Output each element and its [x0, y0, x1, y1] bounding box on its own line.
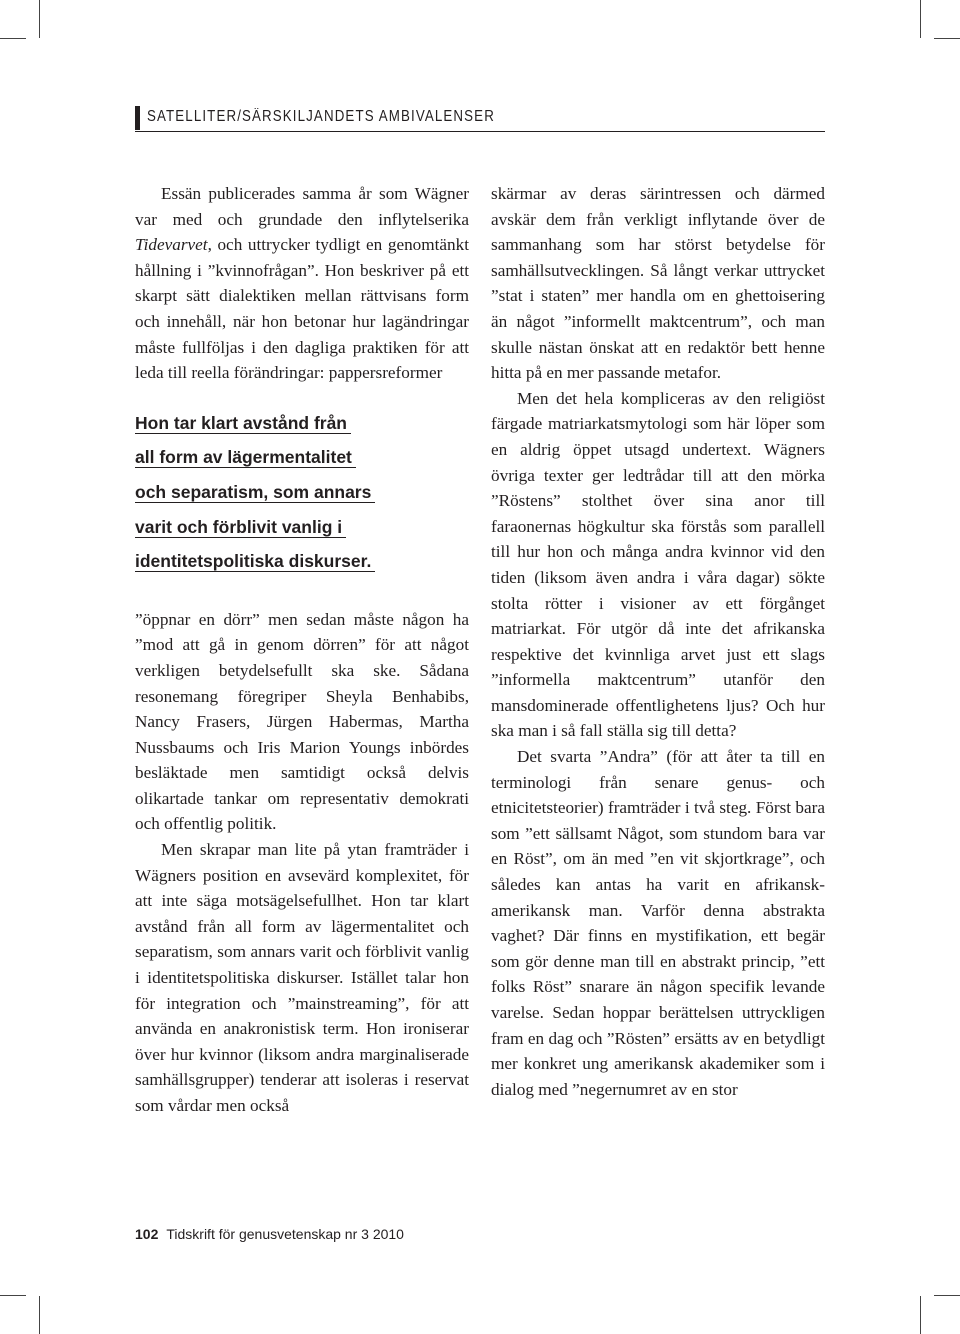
pull-quote-line: all form av lägermentalitet [135, 446, 469, 481]
crop-mark-bottom-left-h [0, 1295, 26, 1296]
crop-mark-top-right-h [934, 38, 960, 39]
running-header [135, 103, 825, 132]
crop-mark-bottom-left-v [39, 1296, 40, 1334]
crop-mark-bottom-right-h [934, 1295, 960, 1296]
left-column [135, 181, 469, 1119]
paragraph [135, 181, 469, 386]
pull-quote [135, 412, 469, 585]
crop-mark-top-left-h [0, 38, 26, 39]
journal-title-italic: Tidevarvet [135, 235, 208, 255]
pull-quote-line: Hon tar klart avstånd från [135, 412, 469, 447]
page-footer [135, 1226, 404, 1242]
crop-mark-top-right-v [920, 0, 921, 38]
right-column [491, 181, 825, 1102]
text-span: , och uttrycker tydligt en genomtänkt hållning i ”kvinnofrågan”. Hon beskriver på ett skarpt sätt dialektiken mellan rättvisans form och innehåll, när hon betonar hur lagändringar måste fullföljas i den dagliga praktiken för att leda till reella förändringar: pappersreformer [135, 235, 469, 383]
pull-quote-line: identitetspolitiska diskurser. [135, 550, 469, 585]
paragraph: ”öppnar en dörr” men sedan måste någon ha ”mod att gå in genom dörren” för att något verkligen betydelsefullt ska ske. Sådana resonemang föregriper Sheyla Benhabibs, Nancy Frasers, Jürgen Habermas, Martha Nussbaums och Iris Marion Youngs inbördes besläktade men samtidigt också delvis olikartade tankar om representativ demokrati och offentlig politik. [135, 609, 469, 834]
pull-quote-line: och separatism, som annars [135, 481, 469, 516]
paragraph: skärmar av deras särintressen och därmed avskär dem från verkligt inflytande över de sammanhang som har störst betydelse för samhällsutvecklingen. Så långt verkar uttrycket ”stat i staten” mer handla om en ghettoisering än något ”informellt maktcentrum”, och man skulle nästan önskat att en redaktör bett henne hitta på en mer passande metafor. [491, 184, 825, 383]
crop-mark-top-left-v [39, 0, 40, 38]
header-bar [135, 106, 140, 130]
page-number: 102 [135, 1226, 159, 1242]
crop-mark-bottom-right-v [920, 1296, 921, 1334]
paragraph: Det svarta ”Andra” (för att åter ta till en terminologi från senare genus- och etnicitetsteorier) framträder i två steg. Först bara som ”ett sällsamt Något, som stundom bara var en Röst”, om än med ”en vit skjortkrage”, och således kan antas ha varit en afrikansk-amerikansk man. Varför denna abstrakta vaghet? Där finns en mystifikation, ett begär som gör denne man till en abstrakt princip, ”ett folks Röst” snarare än någon specifik levande varelse. Sedan hoppar berättelsen uttryckligen fram en dag och ”Rösten” ersätts av en betydligt mer konkret ung amerikansk akademiker som i dialog med ”negernumret av en stor [491, 747, 825, 1099]
pull-quote-line: varit och förblivit vanlig i [135, 516, 469, 551]
paragraph: Men skrapar man lite på ytan framträder i Wägners position en avsevärd komplexitet, för att inte säga motsägelsefullhet. Hon tar klart avstånd från all form av lägermentalitet och separatism, som annars varit och förblivit vanlig i identitetspolitiska diskurser. Istället talar hon för integration och ”mainstreaming”, för att använda en anakronistisk term. Hon ironiserar över hur kvinnor (liksom andra marginaliserade samhällsgrupper) tenderar att isoleras i reservat som vårdar men också [135, 840, 469, 1115]
paragraph: Men det hela kompliceras av den religiöst färgade matriarkatsmytologi som här löper som en aldrig öppet utsagd undertext. Wägners övriga texter ger ledtrådar till att den mörka ”Röstens” stolthet över sina anor till faraonernas högkultur ska förstås som parallell till hur hon och många andra kvinnor vid den tiden (liksom även andra i våra dagar) sökte stolta rötter i visioner av ett förgånget matriarkat. För utgör då inte det afrikanska respektive det kvinnliga arvet just ett slags ”informella maktcentrum” utanför den mansdominerade offentlighetens ljus? Och hur ska man i så fall ställa sig till detta? [491, 388, 825, 741]
section-title: SATELLITER/SÄRSKILJANDETS AMBIVALENSER [147, 108, 495, 125]
text-span: Essän publicerades samma år som Wägner var med och grundade den inflytelserika [135, 184, 469, 229]
journal-name: Tidskrift för genusvetenskap nr 3 2010 [166, 1226, 404, 1242]
